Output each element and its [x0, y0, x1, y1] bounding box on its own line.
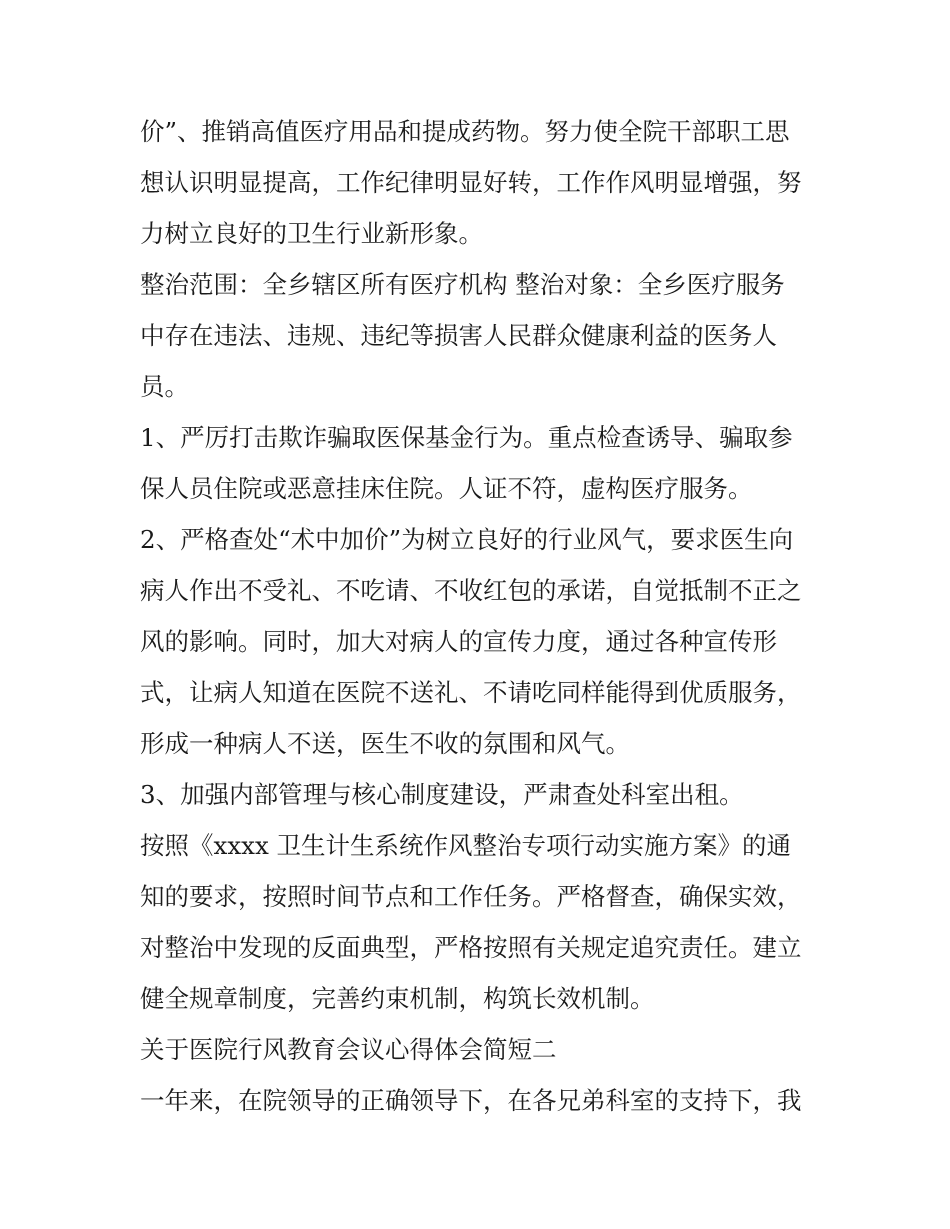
text-line: 按照《xxxx 卫生计生系统作风整治专项行动实施方案》的通: [140, 831, 792, 860]
document-body: [140, 106, 820, 1126]
text-line: 知的要求，按照时间节点和工作任务。严格督查，确保实效，: [140, 882, 802, 911]
text-line: 想认识明显提高，工作纪律明显好转，工作作风明显增强，努: [140, 168, 802, 197]
text-line: 整治范围：全乡辖区所有医疗机构 整治对象：全乡医疗服务: [140, 270, 785, 299]
text-line: 一年来，在院领导的正确领导下，在各兄弟科室的支持下，我: [140, 1086, 802, 1115]
text-line: 风的影响。同时，加大对病人的宣传力度，通过各种宣传形: [140, 627, 777, 656]
text-line: 对整治中发现的反面典型，严格按照有关规定追究责任。建立: [140, 933, 802, 962]
text-line: 1、严厉打击欺诈骗取医保基金行为。重点检查诱导、骗取参: [140, 423, 793, 452]
text-line: 病人作出不受礼、不吃请、不收红包的承诺，自觉抵制不正之: [140, 576, 802, 605]
text-line: 3、加强内部管理与核心制度建设，严肃查处科室出租。: [140, 780, 744, 809]
text-line: 式，让病人知道在医院不送礼、不请吃同样能得到优质服务，: [140, 678, 802, 707]
text-line: 中存在违法、违规、违纪等损害人民群众健康利益的医务人: [140, 321, 777, 350]
text-line: 2、严格查处“术中加价”为树立良好的行业风气，要求医生向: [140, 525, 794, 554]
text-line: 价”、推销高值医疗用品和提成药物。努力使全院干部职工思: [140, 117, 790, 146]
section-heading: 关于医院行风教育会议心得体会简短二: [140, 1035, 557, 1064]
text-line: 健全规章制度，完善约束机制，构筑长效机制。: [140, 984, 655, 1013]
text-line: 员。: [140, 372, 189, 401]
text-line: 力树立良好的卫生行业新形象。: [140, 219, 483, 248]
text-line: 保人员住院或恶意挂床住院。人证不符，虚构医疗服务。: [140, 474, 753, 503]
text-line: 形成一种病人不送，医生不收的氛围和风气。: [140, 729, 630, 758]
